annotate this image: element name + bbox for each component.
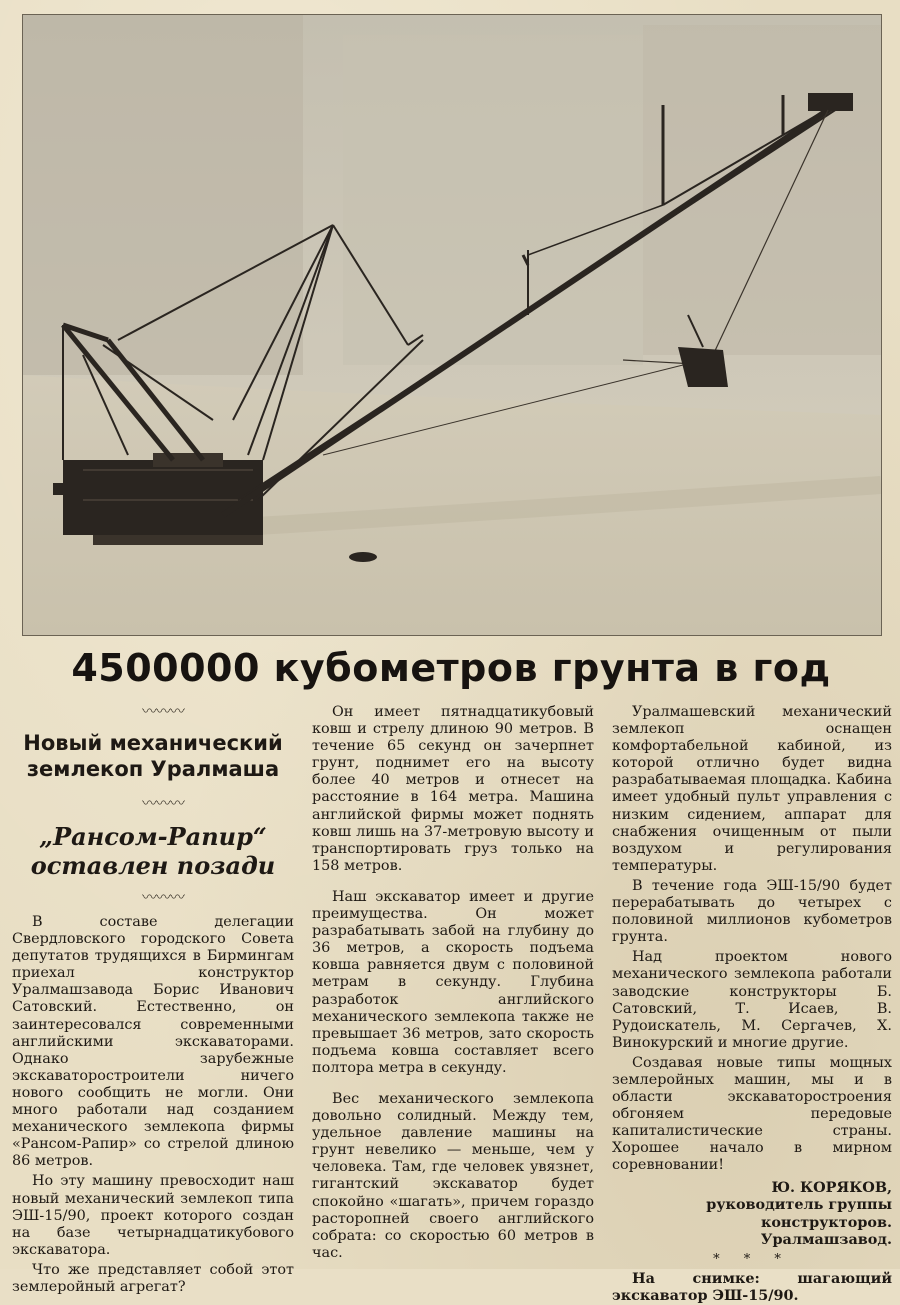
subtitle-1: Новый механический землекоп Уралмаша [23,731,283,781]
paragraph: Что же представляет собой этот землеройный агрегат? [12,1261,294,1295]
excavator-illustration [23,15,881,635]
paragraph: Над проектом нового механического землекопа работали заводские конструкторы Б. Сатовский, Т. Исаев, В. Рудоискатель, М. Сергачев, Х. Винокурский и многие другие. [612,949,892,1051]
paragraph: Вес механического землекопа довольно солидный. Между тем, удельное давление машины на грунт невелико — меньше, чем у человека. Там, где человек увязнет, гигантский экскаватор будет спокойно «шагать», причем гораздо расторопней своего английского собрата: со скоростью 60 метров в час. [312,1090,594,1261]
right-column [612,704,892,1305]
middle-column [312,704,594,1262]
ornament: 〰〰〰 [141,702,184,720]
ornament: 〰〰〰 [141,794,184,812]
author-name: Ю. КОРЯКОВ, [771,1178,892,1196]
machine-body [53,453,263,545]
stars-separator: * * * [713,1251,791,1267]
headline: 4500000 кубометров грунта в год [71,646,831,690]
paragraph: В течение года ЭШ-15/90 будет перерабатывать до четырех с половиной миллионов кубометров грунта. [612,877,892,946]
ornament: 〰〰〰 [141,888,184,906]
paragraph: Но эту машину превосходит наш новый механический землекоп типа ЭШ-15/90, проект которого создан на базе четырнадцатикубового экскаватора. [12,1173,294,1258]
paragraph: Уралмашевский механический землекоп оснащен комфортабельной кабиной, из которой отлично будет видна разрабатываемая площадка. Кабина имеет удобный пульт управления с низким сидением, аппарат для снабжения очищенным от пыли воздухом и регулирования температуры. [612,704,892,874]
paragraph: Наш экскаватор имеет и другие преимущества. Он может разрабатывать забой на глубину до 36 метров, а скорость подъема ковша равняется двум с половиной метрам в секунду. Глубина разработок английского механического землекопа также не превышает 36 метров, зато скорость подъема ковша составляет всего полтора метра в секунду. [312,888,594,1076]
subtitle-2: „Рансом-Рапир“ оставлен позади [30,822,276,880]
author-place: Уралмашзавод. [760,1231,892,1249]
paragraph: Создавая новые типы мощных землеройных машин, мы и в области экскаваторостроения обгоняем передовые капиталистические страны. Хорошее начало в мирном соревновании! [612,1054,892,1174]
paragraph: В составе делегации Свердловского городского Совета депутатов трудящихся в Бирмингам приехал конструктор Уралмашзавода Борис Иванович Сатовский. Естественно, он заинтересовался современными английскими экскаваторами. Однако зарубежные экскаваторостроители ничего нового сообщить не могли. Они много работали над созданием механического землекопа фирмы «Рансом-Рапир» со стрелой длиною 86 метров. [12,914,294,1170]
signature [612,1179,892,1249]
left-column [12,704,294,1296]
excavator-photo [22,14,882,636]
author-role: руководитель группы [706,1196,892,1214]
paragraph: Он имеет пятнадцатикубовый ковш и стрелу длиною 90 метров. В течение 65 секунд он зачерпнет грунт, поднимет его на высоту более 40 метров и отнесет на расстояние в 164 метра. Машина английской фирмы может поднять ковш лишь на 37-метровую высоту и транспортировать груз только на 158 метров. [312,704,594,874]
photo-caption: На снимке: шагающий экскаватор ЭШ-15/90. [612,1269,892,1305]
author-role: конструкторов. [760,1213,892,1231]
